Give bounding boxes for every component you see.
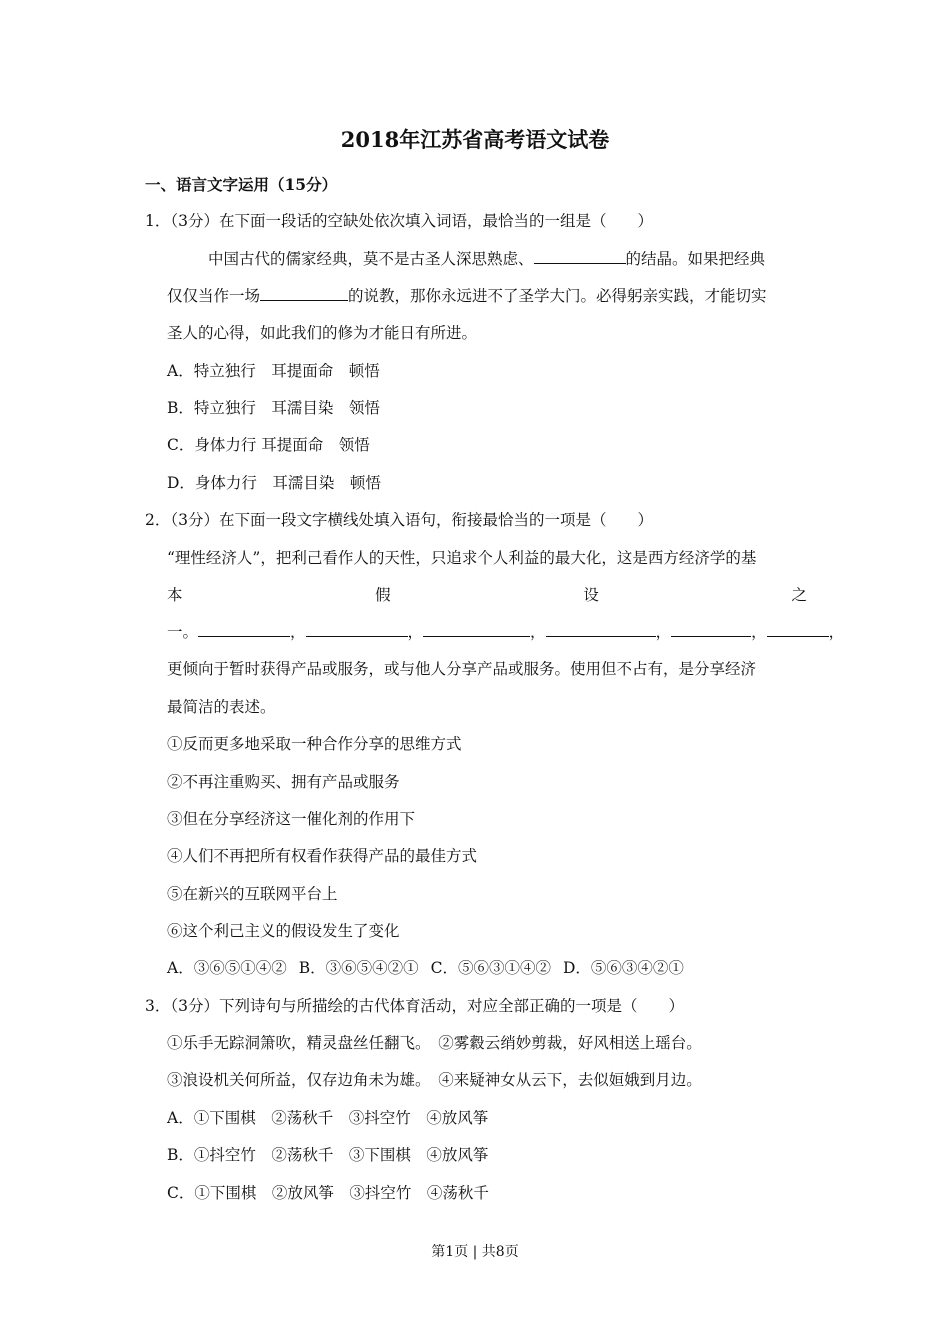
question-2-option-c[interactable]: C．⑤⑥③①④② [430, 959, 551, 977]
question-3-poem-line-1: ①乐手无踪洞箫吹，精灵盘丝任翻飞。 ②雾縠云绡妙剪裁，好风相送上瑶台。 [167, 1034, 702, 1052]
question-2-passage-line-1: “理性经济人”，把利己看作人的天性，只追求个人利益的最大化，这是西方经济学的基 [167, 549, 757, 567]
page-footer: 第1页 | 共8页 [431, 1244, 519, 1260]
answer-blank-2[interactable] [306, 622, 408, 637]
question-2-options [167, 958, 684, 978]
question-2-item-1: ①反而更多地采取一种合作分享的思维方式 [167, 735, 462, 753]
question-2-item-3: ③但在分享经济这一催化剂的作用下 [167, 810, 416, 828]
answer-blank-4[interactable] [546, 622, 656, 637]
question-1-option-a[interactable]: A．特立独行 耳提面命 顿悟 [167, 362, 380, 380]
question-2-item-2: ②不再注重购买、拥有产品或服务 [167, 773, 400, 791]
question-2-passage-line-2: 本 假 设 之 [167, 586, 807, 604]
question-2-blanks-line: 一。 ， ， ， ， ， ， [167, 623, 845, 641]
question-1-passage-line-1: 中国古代的儒家经典，莫不是古圣人深思熟虑、 的结晶。如果把经典 [208, 250, 766, 268]
question-2-option-b[interactable]: B．③⑥⑤④②① [298, 959, 419, 977]
answer-blank[interactable] [534, 249, 626, 264]
question-2-item-5: ⑤在新兴的互联网平台上 [167, 885, 338, 903]
answer-blank-1[interactable] [198, 622, 290, 637]
answer-blank-6[interactable] [767, 622, 829, 637]
answer-blank-5[interactable] [671, 622, 751, 637]
question-1-passage-line-2: 仅仅当作一场 的说教，那你永远进不了圣学大门。必得躬亲实践，才能切实 [167, 287, 767, 305]
question-3-poem-line-2: ③浪设机关何所益，仅存边角未为雄。 ④来疑神女从云下，去似姮娥到月边。 [167, 1071, 702, 1089]
question-2-passage-line-5: 最简洁的表述。 [167, 698, 276, 716]
question-1-option-c[interactable]: C．身体力行 耳提面命 领悟 [167, 436, 370, 454]
question-3-option-b[interactable]: B．①抖空竹 ②荡秋千 ③下围棋 ④放风筝 [167, 1146, 489, 1164]
page-title: 2018年江苏省高考语文试卷 [340, 127, 610, 152]
answer-blank[interactable] [260, 286, 348, 301]
answer-blank-3[interactable] [423, 622, 530, 637]
question-2-item-6: ⑥这个利己主义的假设发生了变化 [167, 922, 400, 940]
question-2-passage-line-4: 更倾向于暂时获得产品或服务，或与他人分享产品或服务。使用但不占有，是分享经济 [167, 660, 757, 678]
question-3-option-c[interactable]: C．①下围棋 ②放风筝 ③抖空竹 ④荡秋千 [167, 1184, 489, 1202]
question-2-item-4: ④人们不再把所有权看作获得产品的最佳方式 [167, 847, 478, 865]
question-2-option-d[interactable]: D．⑤⑥③④②① [562, 959, 684, 977]
question-3-stem: 3．（3分）下列诗句与所描绘的古代体育活动，对应全部正确的一项是（ ） [145, 997, 684, 1015]
section-heading: 一、语言文字运用（15分） [145, 175, 338, 194]
question-1-passage-line-3: 圣人的心得，如此我们的修为才能日有所进。 [167, 324, 478, 342]
question-1-stem: 1．（3分）在下面一段话的空缺处依次填入词语，最恰当的一组是（ ） [145, 212, 653, 230]
question-3-option-a[interactable]: A．①下围棋 ②荡秋千 ③抖空竹 ④放风筝 [167, 1109, 489, 1127]
question-1-option-b[interactable]: B．特立独行 耳濡目染 领悟 [167, 399, 380, 417]
question-1-option-d[interactable]: D．身体力行 耳濡目染 顿悟 [167, 474, 381, 492]
question-2-option-a[interactable]: A．③⑥⑤①④② [167, 959, 287, 977]
question-2-stem: 2．（3分）在下面一段文字横线处填入语句，衔接最恰当的一项是（ ） [145, 511, 653, 529]
